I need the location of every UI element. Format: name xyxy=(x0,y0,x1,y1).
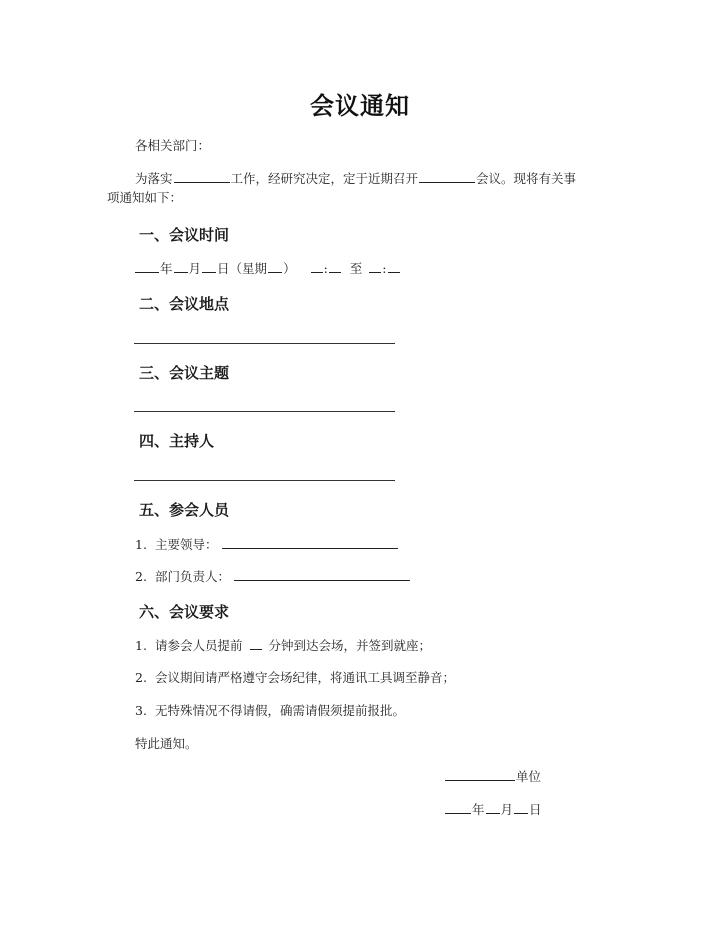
work-blank[interactable] xyxy=(174,170,230,183)
item-number: 3. xyxy=(135,703,147,718)
location-fill-line[interactable] xyxy=(134,343,395,344)
item-number: 2. xyxy=(135,569,147,584)
requirement-item-1 xyxy=(135,637,431,655)
signature-unit xyxy=(444,768,541,786)
month-blank[interactable] xyxy=(174,260,188,273)
meeting-name-blank[interactable] xyxy=(419,170,475,183)
requirement-item-3 xyxy=(135,702,405,720)
leaders-blank[interactable] xyxy=(222,536,398,549)
section-heading-requirements: 六、会议要求 xyxy=(139,603,230,621)
to-label: 至 xyxy=(349,261,363,276)
start-hour-blank[interactable] xyxy=(311,260,323,273)
sig-month-label: 月 xyxy=(500,802,514,817)
section-heading-time: 一、会议时间 xyxy=(139,226,230,244)
intro-line-1 xyxy=(135,170,576,188)
section-heading-location: 二、会议地点 xyxy=(139,295,230,313)
sig-year-blank[interactable] xyxy=(445,801,471,814)
item-number: 2. xyxy=(135,670,147,685)
weekday-close: ） xyxy=(283,261,296,276)
sig-month-blank[interactable] xyxy=(486,801,500,814)
closing-text: 特此通知。 xyxy=(135,736,198,751)
intro-text-1: 为落实 xyxy=(135,171,173,186)
day-blank[interactable] xyxy=(202,260,216,273)
item-label: 主要领导： xyxy=(155,537,218,552)
item-number: 1. xyxy=(135,537,147,552)
unit-blank[interactable] xyxy=(445,768,515,781)
host-fill-line[interactable] xyxy=(134,480,395,481)
topic-fill-line[interactable] xyxy=(134,411,395,412)
time-line xyxy=(134,260,401,278)
item-text: 请参会人员提前 xyxy=(155,638,243,653)
intro-line-2: 项通知如下： xyxy=(107,190,183,205)
start-minute-blank[interactable] xyxy=(329,260,341,273)
colon: : xyxy=(382,261,387,276)
item-text: 无特殊情况不得请假，确需请假须提前报批。 xyxy=(155,703,406,718)
section-heading-attendees: 五、参会人员 xyxy=(139,501,230,519)
signature-date xyxy=(444,801,542,819)
year-label: 年 xyxy=(160,261,173,276)
intro-text-2: 工作，经研究决定，定于近期召开 xyxy=(230,171,419,186)
year-blank[interactable] xyxy=(135,260,159,273)
attendee-item-1 xyxy=(135,536,399,554)
item-label: 部门负责人： xyxy=(155,569,231,584)
weekday-open: （星期 xyxy=(229,261,268,276)
end-minute-blank[interactable] xyxy=(388,260,400,273)
requirement-item-2 xyxy=(135,669,455,687)
unit-label: 单位 xyxy=(516,769,542,784)
colon: : xyxy=(323,261,328,276)
end-hour-blank[interactable] xyxy=(369,260,381,273)
document-title: 会议通知 xyxy=(310,92,410,120)
dept-heads-blank[interactable] xyxy=(234,568,410,581)
weekday-blank[interactable] xyxy=(268,260,282,273)
month-label: 月 xyxy=(188,261,202,276)
sig-year-label: 年 xyxy=(472,802,485,817)
item-text: 会议期间请严格遵守会场纪律，将通讯工具调至静音； xyxy=(155,670,456,685)
section-heading-topic: 三、会议主题 xyxy=(139,364,230,382)
item-text: 分钟到达会场，并签到就座； xyxy=(268,638,432,653)
section-heading-host: 四、主持人 xyxy=(139,432,215,450)
minutes-blank[interactable] xyxy=(250,637,262,650)
day-label: 日 xyxy=(217,261,230,276)
attendee-item-2 xyxy=(135,568,411,586)
salutation: 各相关部门： xyxy=(135,138,211,153)
sig-day-blank[interactable] xyxy=(514,801,528,814)
intro-text-3: 会议。现将有关事 xyxy=(476,171,577,186)
sig-day-label: 日 xyxy=(529,802,542,817)
item-number: 1. xyxy=(135,638,147,653)
